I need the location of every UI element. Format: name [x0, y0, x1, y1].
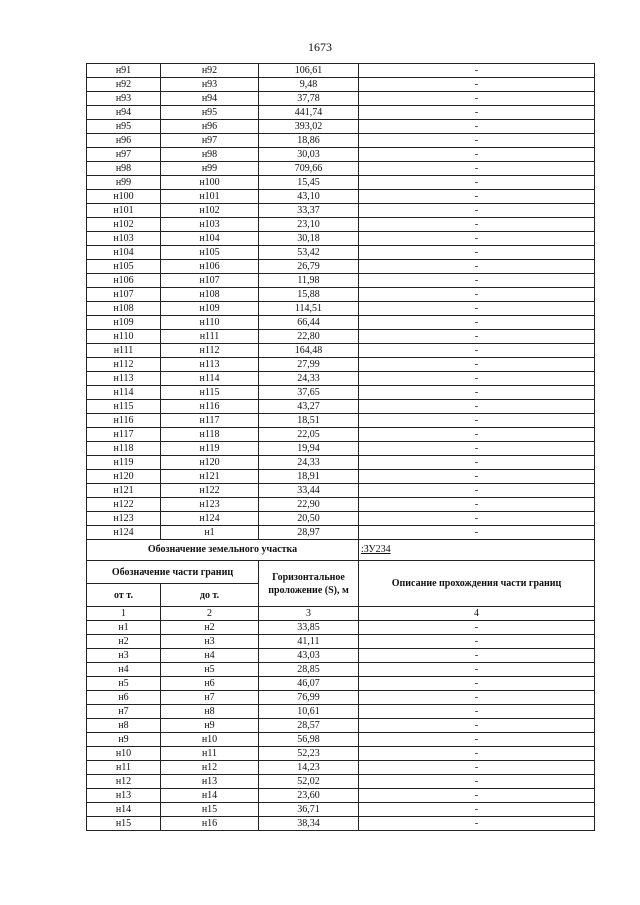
table-row	[87, 470, 595, 484]
distance-cell: 11,98	[259, 274, 359, 288]
distance-cell: 43,10	[259, 190, 359, 204]
distance-cell: 43,27	[259, 400, 359, 414]
description-cell: -	[359, 400, 595, 414]
table-row	[87, 190, 595, 204]
description-cell: -	[359, 218, 595, 232]
to-point-cell: н117	[161, 414, 259, 428]
table-row	[87, 414, 595, 428]
to-point-cell: н8	[161, 705, 259, 719]
header-row	[87, 561, 595, 584]
table-row	[87, 400, 595, 414]
distance-cell: 24,33	[259, 372, 359, 386]
table-row	[87, 288, 595, 302]
from-point-cell: н114	[87, 386, 161, 400]
distance-cell: 43,03	[259, 649, 359, 663]
to-point-cell: н120	[161, 456, 259, 470]
description-cell: -	[359, 484, 595, 498]
to-point-cell: н3	[161, 635, 259, 649]
table-row	[87, 330, 595, 344]
distance-cell: 18,51	[259, 414, 359, 428]
distance-cell: 20,50	[259, 512, 359, 526]
from-point-cell: н115	[87, 400, 161, 414]
from-point-cell: н113	[87, 372, 161, 386]
distance-cell: 393,02	[259, 120, 359, 134]
distance-cell: 19,94	[259, 442, 359, 456]
from-point-cell: н101	[87, 204, 161, 218]
table-row	[87, 649, 595, 663]
distance-cell: 53,42	[259, 246, 359, 260]
to-point-cell: н110	[161, 316, 259, 330]
description-cell: -	[359, 148, 595, 162]
description-cell: -	[359, 260, 595, 274]
header-to: до т.	[161, 584, 259, 607]
to-point-cell: н15	[161, 803, 259, 817]
from-point-cell: н92	[87, 78, 161, 92]
to-point-cell: н114	[161, 372, 259, 386]
to-point-cell: н111	[161, 330, 259, 344]
to-point-cell: н14	[161, 789, 259, 803]
description-cell: -	[359, 92, 595, 106]
from-point-cell: н99	[87, 176, 161, 190]
from-point-cell: н106	[87, 274, 161, 288]
table-row	[87, 484, 595, 498]
col-number-1: 1	[87, 607, 161, 621]
to-point-cell: н115	[161, 386, 259, 400]
col-number-4: 4	[359, 607, 595, 621]
from-point-cell: н111	[87, 344, 161, 358]
to-point-cell: н13	[161, 775, 259, 789]
from-point-cell: н123	[87, 512, 161, 526]
description-cell: -	[359, 162, 595, 176]
table-row	[87, 719, 595, 733]
table-row	[87, 176, 595, 190]
distance-cell: 33,44	[259, 484, 359, 498]
to-point-cell: н4	[161, 649, 259, 663]
distance-cell: 15,88	[259, 288, 359, 302]
from-point-cell: н117	[87, 428, 161, 442]
table-row	[87, 78, 595, 92]
distance-cell: 26,79	[259, 260, 359, 274]
table-row	[87, 358, 595, 372]
table-row	[87, 64, 595, 78]
description-cell: -	[359, 330, 595, 344]
description-cell: -	[359, 747, 595, 761]
from-point-cell: н103	[87, 232, 161, 246]
description-cell: -	[359, 190, 595, 204]
from-point-cell: н4	[87, 663, 161, 677]
boundary-rows-b	[87, 621, 595, 831]
distance-cell: 10,61	[259, 705, 359, 719]
column-numbers-row	[87, 607, 595, 621]
description-cell: -	[359, 803, 595, 817]
distance-cell: 441,74	[259, 106, 359, 120]
header-description: Описание прохождения части границ	[359, 561, 595, 607]
description-cell: -	[359, 428, 595, 442]
header-horizontal: Горизонтальное проложение (S), м	[259, 561, 359, 607]
from-point-cell: н94	[87, 106, 161, 120]
distance-cell: 114,51	[259, 302, 359, 316]
from-point-cell: н7	[87, 705, 161, 719]
distance-cell: 33,85	[259, 621, 359, 635]
description-cell: -	[359, 705, 595, 719]
distance-cell: 14,23	[259, 761, 359, 775]
description-cell: -	[359, 78, 595, 92]
from-point-cell: н112	[87, 358, 161, 372]
from-point-cell: н91	[87, 64, 161, 78]
from-point-cell: н107	[87, 288, 161, 302]
to-point-cell: н98	[161, 148, 259, 162]
table-row	[87, 456, 595, 470]
plot-value: :ЗУ234	[359, 540, 595, 561]
to-point-cell: н123	[161, 498, 259, 512]
from-point-cell: н110	[87, 330, 161, 344]
table-row	[87, 386, 595, 400]
description-cell: -	[359, 789, 595, 803]
distance-cell: 46,07	[259, 677, 359, 691]
page-number: 1673	[308, 40, 332, 54]
table-row	[87, 817, 595, 831]
distance-cell: 23,10	[259, 218, 359, 232]
table-row	[87, 789, 595, 803]
description-cell: -	[359, 761, 595, 775]
from-point-cell: н100	[87, 190, 161, 204]
distance-cell: 23,60	[259, 789, 359, 803]
distance-cell: 28,57	[259, 719, 359, 733]
to-point-cell: н112	[161, 344, 259, 358]
table-row	[87, 663, 595, 677]
header-from: от т.	[87, 584, 161, 607]
from-point-cell: н95	[87, 120, 161, 134]
description-cell: -	[359, 470, 595, 484]
to-point-cell: н93	[161, 78, 259, 92]
description-cell: -	[359, 316, 595, 330]
to-point-cell: н121	[161, 470, 259, 484]
from-point-cell: н11	[87, 761, 161, 775]
description-cell: -	[359, 414, 595, 428]
to-point-cell: н105	[161, 246, 259, 260]
from-point-cell: н121	[87, 484, 161, 498]
description-cell: -	[359, 512, 595, 526]
to-point-cell: н119	[161, 442, 259, 456]
table-row	[87, 428, 595, 442]
boundary-rows-a	[87, 64, 595, 540]
description-cell: -	[359, 621, 595, 635]
to-point-cell: н100	[161, 176, 259, 190]
description-cell: -	[359, 817, 595, 831]
to-point-cell: н103	[161, 218, 259, 232]
col-number-2: 2	[161, 607, 259, 621]
to-point-cell: н10	[161, 733, 259, 747]
distance-cell: 52,23	[259, 747, 359, 761]
from-point-cell: н9	[87, 733, 161, 747]
table-row	[87, 677, 595, 691]
distance-cell: 30,18	[259, 232, 359, 246]
description-cell: -	[359, 134, 595, 148]
to-point-cell: н122	[161, 484, 259, 498]
to-point-cell: н118	[161, 428, 259, 442]
from-point-cell: н105	[87, 260, 161, 274]
to-point-cell: н1	[161, 526, 259, 540]
to-point-cell: н106	[161, 260, 259, 274]
description-cell: -	[359, 733, 595, 747]
to-point-cell: н12	[161, 761, 259, 775]
table-row	[87, 302, 595, 316]
table-row	[87, 316, 595, 330]
table-row	[87, 246, 595, 260]
table-row	[87, 92, 595, 106]
from-point-cell: н102	[87, 218, 161, 232]
distance-cell: 36,71	[259, 803, 359, 817]
from-point-cell: н109	[87, 316, 161, 330]
to-point-cell: н5	[161, 663, 259, 677]
to-point-cell: н113	[161, 358, 259, 372]
to-point-cell: н6	[161, 677, 259, 691]
from-point-cell: н122	[87, 498, 161, 512]
distance-cell: 22,80	[259, 330, 359, 344]
distance-cell: 30,03	[259, 148, 359, 162]
description-cell: -	[359, 442, 595, 456]
distance-cell: 28,85	[259, 663, 359, 677]
from-point-cell: н108	[87, 302, 161, 316]
plot-label: Обозначение земельного участка	[87, 540, 359, 561]
from-point-cell: н120	[87, 470, 161, 484]
to-point-cell: н2	[161, 621, 259, 635]
table-row	[87, 372, 595, 386]
table-row	[87, 442, 595, 456]
description-cell: -	[359, 106, 595, 120]
table-row	[87, 162, 595, 176]
description-cell: -	[359, 246, 595, 260]
description-cell: -	[359, 64, 595, 78]
to-point-cell: н92	[161, 64, 259, 78]
description-cell: -	[359, 274, 595, 288]
distance-cell: 22,90	[259, 498, 359, 512]
description-cell: -	[359, 386, 595, 400]
from-point-cell: н15	[87, 817, 161, 831]
to-point-cell: н9	[161, 719, 259, 733]
from-point-cell: н98	[87, 162, 161, 176]
to-point-cell: н11	[161, 747, 259, 761]
distance-cell: 52,02	[259, 775, 359, 789]
to-point-cell: н97	[161, 134, 259, 148]
table-row	[87, 635, 595, 649]
table-row	[87, 274, 595, 288]
to-point-cell: н7	[161, 691, 259, 705]
table-row	[87, 733, 595, 747]
from-point-cell: н116	[87, 414, 161, 428]
table-row	[87, 512, 595, 526]
distance-cell: 33,37	[259, 204, 359, 218]
distance-cell: 76,99	[259, 691, 359, 705]
from-point-cell: н2	[87, 635, 161, 649]
table-row	[87, 621, 595, 635]
description-cell: -	[359, 635, 595, 649]
distance-cell: 38,34	[259, 817, 359, 831]
distance-cell: 37,78	[259, 92, 359, 106]
description-cell: -	[359, 204, 595, 218]
to-point-cell: н95	[161, 106, 259, 120]
description-cell: -	[359, 288, 595, 302]
distance-cell: 66,44	[259, 316, 359, 330]
from-point-cell: н93	[87, 92, 161, 106]
from-point-cell: н3	[87, 649, 161, 663]
description-cell: -	[359, 663, 595, 677]
distance-cell: 709,66	[259, 162, 359, 176]
header-part: Обозначение части границ	[87, 561, 259, 584]
description-cell: -	[359, 120, 595, 134]
to-point-cell: н107	[161, 274, 259, 288]
distance-cell: 18,91	[259, 470, 359, 484]
distance-cell: 56,98	[259, 733, 359, 747]
table-row	[87, 106, 595, 120]
from-point-cell: н124	[87, 526, 161, 540]
from-point-cell: н96	[87, 134, 161, 148]
description-cell: -	[359, 649, 595, 663]
to-point-cell: н101	[161, 190, 259, 204]
description-cell: -	[359, 232, 595, 246]
table-row	[87, 705, 595, 719]
col-number-3: 3	[259, 607, 359, 621]
table-row	[87, 260, 595, 274]
to-point-cell: н109	[161, 302, 259, 316]
from-point-cell: н5	[87, 677, 161, 691]
from-point-cell: н8	[87, 719, 161, 733]
to-point-cell: н104	[161, 232, 259, 246]
description-cell: -	[359, 456, 595, 470]
table-row	[87, 148, 595, 162]
from-point-cell: н13	[87, 789, 161, 803]
table-row	[87, 120, 595, 134]
description-cell: -	[359, 498, 595, 512]
distance-cell: 18,86	[259, 134, 359, 148]
table-row	[87, 498, 595, 512]
description-cell: -	[359, 358, 595, 372]
boundary-table	[86, 63, 595, 831]
distance-cell: 9,48	[259, 78, 359, 92]
description-cell: -	[359, 775, 595, 789]
table-row	[87, 761, 595, 775]
table-row	[87, 134, 595, 148]
table-row	[87, 803, 595, 817]
description-cell: -	[359, 677, 595, 691]
table-row	[87, 526, 595, 540]
from-point-cell: н97	[87, 148, 161, 162]
to-point-cell: н124	[161, 512, 259, 526]
distance-cell: 41,11	[259, 635, 359, 649]
to-point-cell: н96	[161, 120, 259, 134]
distance-cell: 22,05	[259, 428, 359, 442]
distance-cell: 37,65	[259, 386, 359, 400]
to-point-cell: н116	[161, 400, 259, 414]
distance-cell: 15,45	[259, 176, 359, 190]
table-row	[87, 218, 595, 232]
description-cell: -	[359, 719, 595, 733]
from-point-cell: н12	[87, 775, 161, 789]
table-row	[87, 691, 595, 705]
from-point-cell: н6	[87, 691, 161, 705]
to-point-cell: н16	[161, 817, 259, 831]
to-point-cell: н108	[161, 288, 259, 302]
table-row	[87, 747, 595, 761]
distance-cell: 164,48	[259, 344, 359, 358]
from-point-cell: н104	[87, 246, 161, 260]
to-point-cell: н99	[161, 162, 259, 176]
distance-cell: 24,33	[259, 456, 359, 470]
table-row	[87, 232, 595, 246]
description-cell: -	[359, 372, 595, 386]
description-cell: -	[359, 691, 595, 705]
description-cell: -	[359, 344, 595, 358]
distance-cell: 28,97	[259, 526, 359, 540]
from-point-cell: н119	[87, 456, 161, 470]
distance-cell: 27,99	[259, 358, 359, 372]
to-point-cell: н102	[161, 204, 259, 218]
to-point-cell: н94	[161, 92, 259, 106]
table-row	[87, 344, 595, 358]
from-point-cell: н1	[87, 621, 161, 635]
description-cell: -	[359, 526, 595, 540]
table-row	[87, 204, 595, 218]
from-point-cell: н10	[87, 747, 161, 761]
description-cell: -	[359, 302, 595, 316]
from-point-cell: н118	[87, 442, 161, 456]
table-row	[87, 775, 595, 789]
distance-cell: 106,61	[259, 64, 359, 78]
description-cell: -	[359, 176, 595, 190]
from-point-cell: н14	[87, 803, 161, 817]
plot-row	[87, 540, 595, 561]
